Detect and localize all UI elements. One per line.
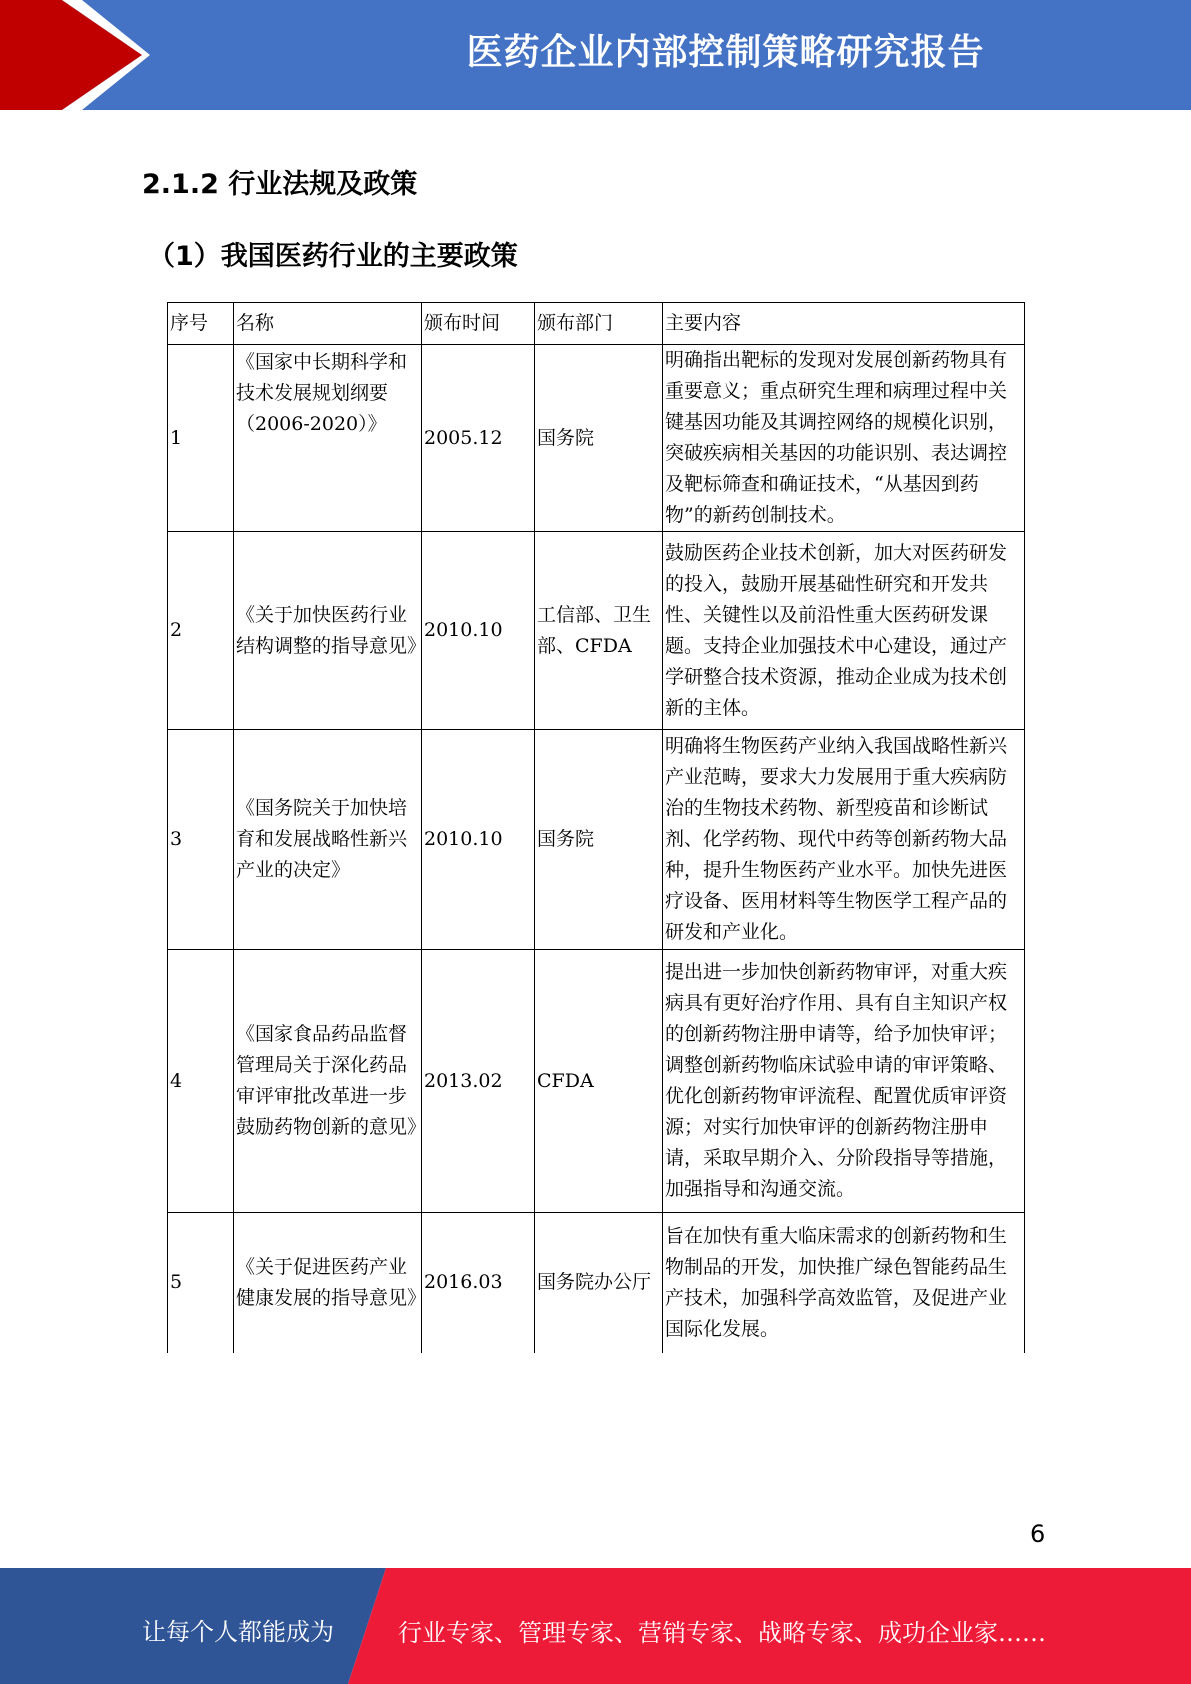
row-number: 2 — [168, 532, 234, 730]
issuing-department: 工信部、卫生部、CFDA — [535, 532, 663, 730]
table-row — [168, 532, 1025, 730]
policy-name: 《国家食品药品监督管理局关于深化药品审评审批改革进一步鼓励药物创新的意见》 — [234, 950, 422, 1213]
row-number: 1 — [168, 345, 234, 532]
table-row — [168, 730, 1025, 950]
policy-name: 《关于促进医药产业健康发展的指导意见》 — [234, 1213, 422, 1353]
footer-slogan-right: 行业专家、管理专家、营销专家、战略专家、成功企业家…… — [398, 1619, 1046, 1647]
header-cell: 颁布时间 — [422, 303, 535, 345]
header-cell: 序号 — [168, 303, 234, 345]
issuing-department: 国务院 — [535, 730, 663, 950]
table-header-row — [168, 303, 1025, 345]
page-header — [0, 0, 1191, 110]
sub-heading: （1）我国医药行业的主要政策 — [148, 241, 518, 272]
row-number: 3 — [168, 730, 234, 950]
header-cell: 主要内容 — [663, 303, 1025, 345]
footer-slogan-left: 让每个人都能成为 — [142, 1618, 334, 1646]
policy-content: 鼓励医药企业技术创新，加大对医药研发的投入，鼓励开展基础性研究和开发共性、关键性以及前沿性重大医药研发课题。支持企业加强技术中心建设，通过产学研整合技术资源，推动企业成为技术创新的主体。 — [663, 532, 1025, 730]
policy-name: 《关于加快医药行业结构调整的指导意见》 — [234, 532, 422, 730]
row-number: 5 — [168, 1213, 234, 1353]
issue-date: 2005.12 — [422, 345, 535, 532]
issue-date: 2010.10 — [422, 532, 535, 730]
header-cell: 颁布部门 — [535, 303, 663, 345]
table-row — [168, 345, 1025, 532]
page-number: 6 — [1030, 1520, 1046, 1548]
section-heading: 2.1.2 行业法规及政策 — [142, 169, 418, 200]
table-row — [168, 950, 1025, 1213]
policy-table — [167, 302, 1025, 1353]
document-title: 医药企业内部控制策略研究报告 — [466, 32, 985, 73]
issue-date: 2013.02 — [422, 950, 535, 1213]
policy-content: 明确将生物医药产业纳入我国战略性新兴产业范畴，要求大力发展用于重大疾病防治的生物技术药物、新型疫苗和诊断试剂、化学药物、现代中药等创新药物大品种，提升生物医药产业水平。加快先进医疗设备、医用材料等生物医学工程产品的研发和产业化。 — [663, 730, 1025, 950]
header-cell: 名称 — [234, 303, 422, 345]
issue-date: 2010.10 — [422, 730, 535, 950]
policy-content: 旨在加快有重大临床需求的创新药物和生物制品的开发，加快推广绿色智能药品生产技术，加强科学高效监管，及促进产业国际化发展。 — [663, 1213, 1025, 1353]
issuing-department: CFDA — [535, 950, 663, 1213]
table-row — [168, 1213, 1025, 1353]
row-number: 4 — [168, 950, 234, 1213]
policy-content: 明确指出靶标的发现对发展创新药物具有重要意义；重点研究生理和病理过程中关键基因功能及其调控网络的规模化识别，突破疾病相关基因的功能识别、表达调控及靶标筛查和确证技术，“从基因到药物”的新药创制技术。 — [663, 345, 1025, 532]
policy-name: 《国家中长期科学和技术发展规划纲要（2006-2020）》 — [234, 345, 422, 532]
policy-content: 提出进一步加快创新药物审评，对重大疾病具有更好治疗作用、具有自主知识产权的创新药物注册申请等，给予加快审评；调整创新药物临床试验申请的审评策略、优化创新药物审评流程、配置优质审评资源；对实行加快审评的创新药物注册申请，采取早期介入、分阶段指导等措施，加强指导和沟通交流。 — [663, 950, 1025, 1213]
issuing-department: 国务院 — [535, 345, 663, 532]
issuing-department: 国务院办公厅 — [535, 1213, 663, 1353]
policy-name: 《国务院关于加快培育和发展战略性新兴产业的决定》 — [234, 730, 422, 950]
issue-date: 2016.03 — [422, 1213, 535, 1353]
